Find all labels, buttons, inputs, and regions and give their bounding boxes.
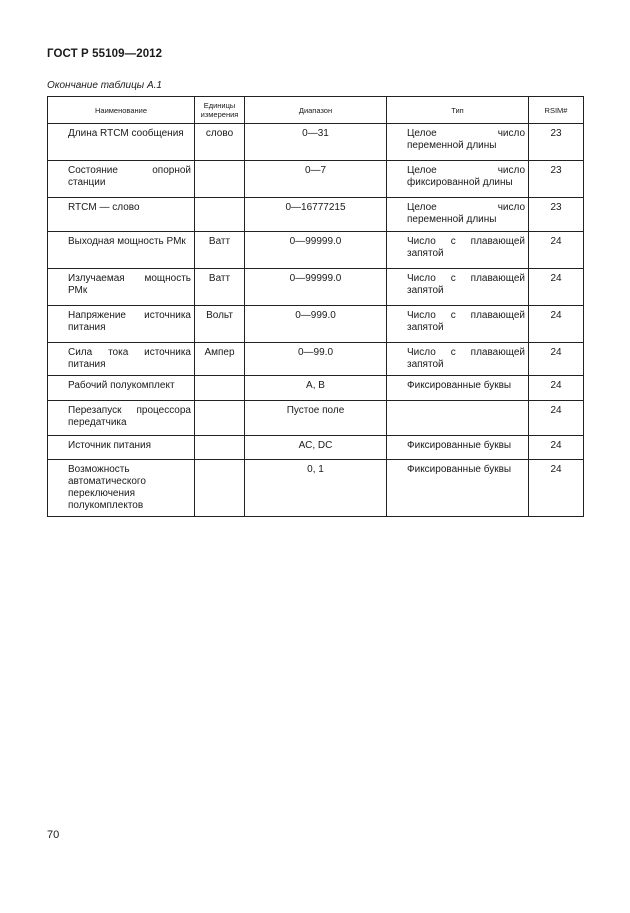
cell-range: 0—99.0 xyxy=(245,343,387,376)
column-header-unit: Единицы измерения xyxy=(195,97,245,124)
cell-rsim: 24 xyxy=(529,460,584,517)
cell-unit xyxy=(195,401,245,436)
spec-table xyxy=(47,96,584,517)
cell-type: Фиксированные буквы xyxy=(387,436,529,460)
cell-rsim: 23 xyxy=(529,198,584,232)
document-id-header: ГОСТ Р 55109—2012 xyxy=(47,48,163,60)
cell-name: Возможность автоматического переключения полукомплектов xyxy=(48,460,195,517)
column-header-rsim: RSIM# xyxy=(529,97,584,124)
cell-name: Состояние опорной станции xyxy=(48,161,195,198)
table-row xyxy=(48,401,584,436)
cell-unit: Вольт xyxy=(195,306,245,343)
table-row xyxy=(48,460,584,517)
table-row xyxy=(48,124,584,161)
cell-range: АС, DC xyxy=(245,436,387,460)
cell-rsim: 24 xyxy=(529,343,584,376)
cell-rsim: 24 xyxy=(529,269,584,306)
cell-range: 0—999.0 xyxy=(245,306,387,343)
cell-range: 0—99999.0 xyxy=(245,269,387,306)
cell-range: 0—31 xyxy=(245,124,387,161)
cell-name: Перезапуск процессора передатчика xyxy=(48,401,195,436)
cell-type: Число с плавающей запятой xyxy=(387,232,529,269)
cell-type: Целое число переменной длины xyxy=(387,198,529,232)
table-caption: Окончание таблицы А.1 xyxy=(47,80,162,91)
cell-range: Пустое поле xyxy=(245,401,387,436)
cell-name: Длина RTCM сообщения xyxy=(48,124,195,161)
table-header-row xyxy=(48,97,584,124)
cell-type: Число с плавающей запятой xyxy=(387,269,529,306)
cell-rsim: 24 xyxy=(529,232,584,269)
table-row xyxy=(48,198,584,232)
table-row xyxy=(48,161,584,198)
table-row xyxy=(48,376,584,401)
table-body xyxy=(48,124,584,517)
cell-unit: Ватт xyxy=(195,232,245,269)
table-row xyxy=(48,343,584,376)
cell-range: 0—99999.0 xyxy=(245,232,387,269)
column-header-name: Наименование xyxy=(48,97,195,124)
cell-range: 0—7 xyxy=(245,161,387,198)
cell-type: Фиксированные буквы xyxy=(387,376,529,401)
cell-rsim: 24 xyxy=(529,306,584,343)
cell-name: Сила тока источника питания xyxy=(48,343,195,376)
cell-type: Число с плавающей запятой xyxy=(387,343,529,376)
cell-rsim: 24 xyxy=(529,401,584,436)
cell-unit xyxy=(195,460,245,517)
cell-type xyxy=(387,401,529,436)
cell-range: 0, 1 xyxy=(245,460,387,517)
cell-rsim: 24 xyxy=(529,376,584,401)
cell-unit xyxy=(195,161,245,198)
cell-name: Источник питания xyxy=(48,436,195,460)
cell-range: 0—16777215 xyxy=(245,198,387,232)
cell-rsim: 24 xyxy=(529,436,584,460)
table-row xyxy=(48,232,584,269)
cell-unit xyxy=(195,376,245,401)
cell-unit xyxy=(195,198,245,232)
cell-unit: Ампер xyxy=(195,343,245,376)
cell-range: А, В xyxy=(245,376,387,401)
cell-type: Число с плавающей запятой xyxy=(387,306,529,343)
cell-name: RTCM — слово xyxy=(48,198,195,232)
cell-unit: Ватт xyxy=(195,269,245,306)
cell-type: Фиксированные буквы xyxy=(387,460,529,517)
cell-name: Напряжение источника питания xyxy=(48,306,195,343)
cell-rsim: 23 xyxy=(529,124,584,161)
cell-name: Излучаемая мощность РМк xyxy=(48,269,195,306)
table-row xyxy=(48,306,584,343)
cell-unit: слово xyxy=(195,124,245,161)
cell-type: Целое число переменной длины xyxy=(387,124,529,161)
column-header-range: Диапазон xyxy=(245,97,387,124)
cell-name: Выходная мощность РМк xyxy=(48,232,195,269)
column-header-type: Тип xyxy=(387,97,529,124)
cell-rsim: 23 xyxy=(529,161,584,198)
table-row xyxy=(48,269,584,306)
page-number: 70 xyxy=(47,829,60,841)
table-row xyxy=(48,436,584,460)
cell-name: Рабочий полукомплект xyxy=(48,376,195,401)
cell-unit xyxy=(195,436,245,460)
cell-type: Целое число фиксированной длины xyxy=(387,161,529,198)
